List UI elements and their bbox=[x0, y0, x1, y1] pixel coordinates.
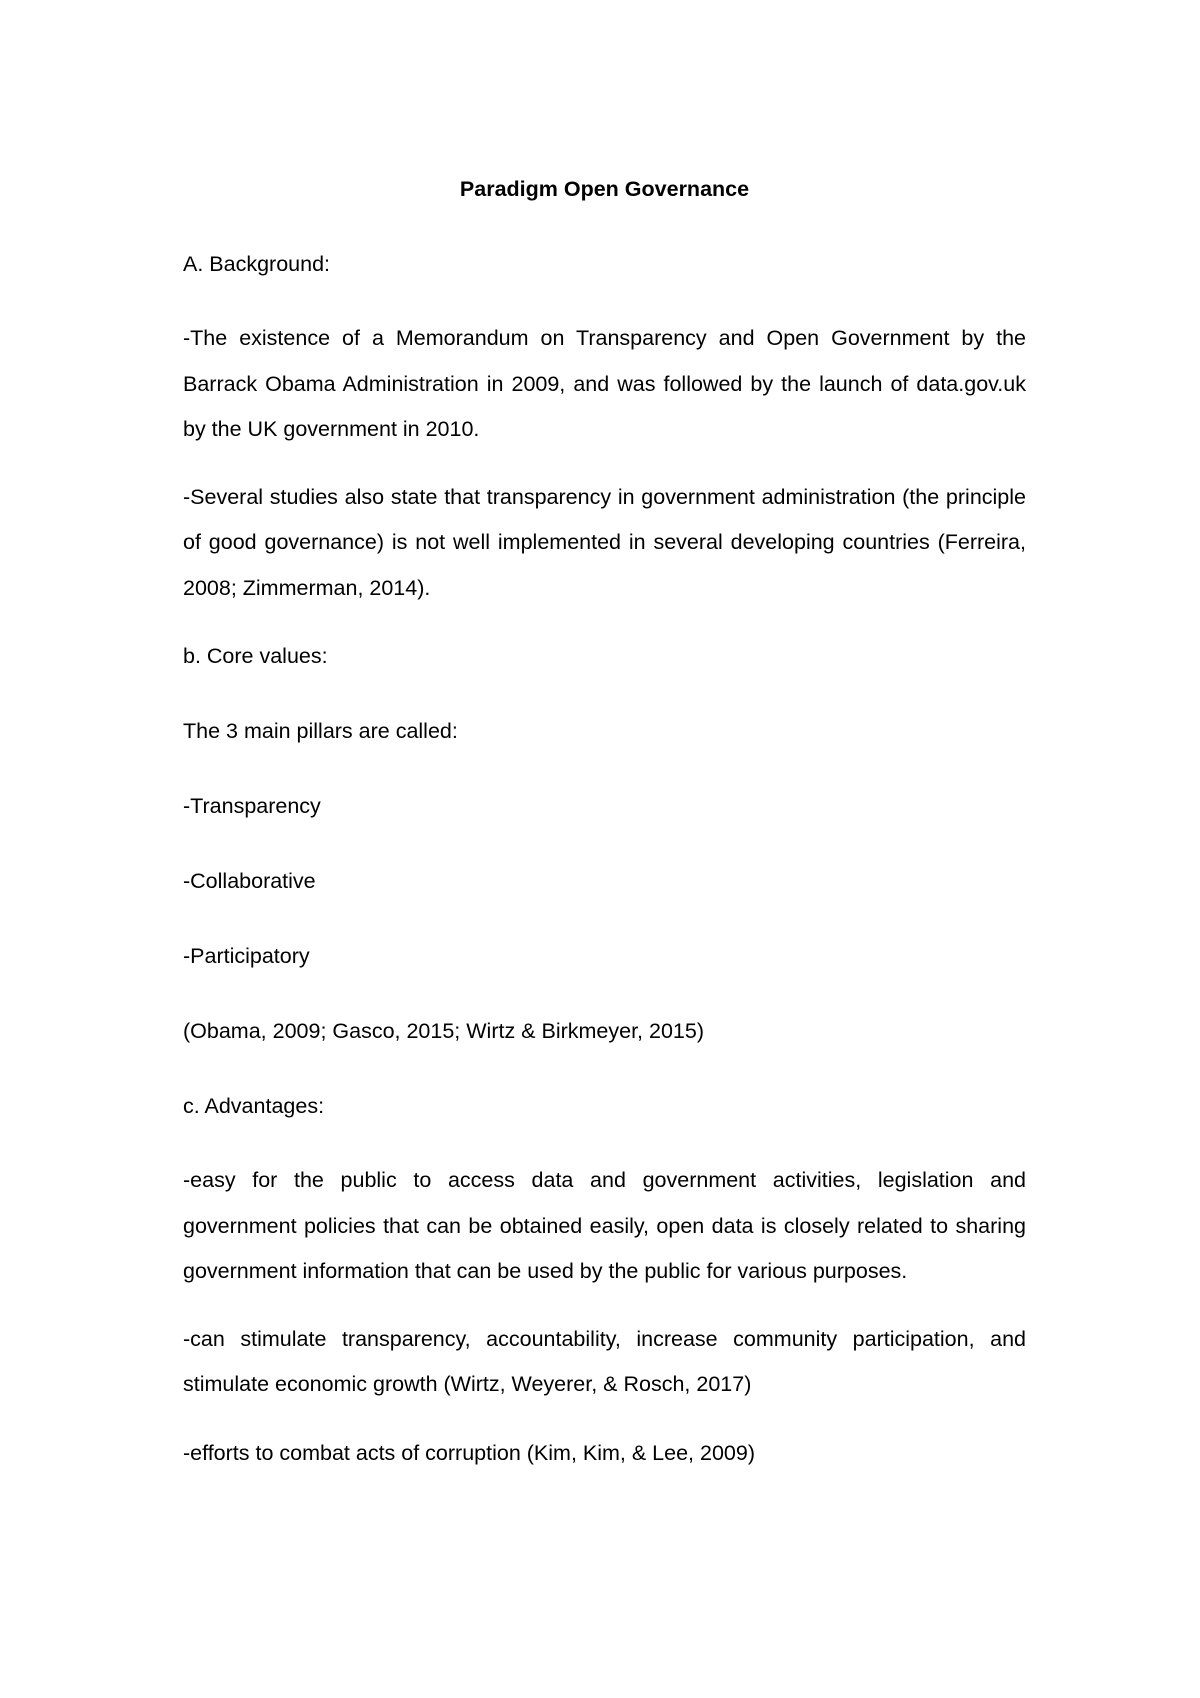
section-c-paragraph-2: -can stimulate transparency, accountability, increase community participation, and stimulate economic growth (Wirtz, Weyerer, & Rosch, 2017) bbox=[183, 1326, 1026, 1396]
section-c-heading: c. Advantages: bbox=[183, 1094, 325, 1118]
pillar-item: -Transparency bbox=[183, 794, 321, 818]
section-a-paragraph-1: -The existence of a Memorandum on Transparency and Open Government by the Barrack Obama Administration in 2009, and was followed by the launch of data.gov.uk by the UK government in 2010. bbox=[183, 326, 1026, 441]
section-c-last-line: -efforts to combat acts of corruption (Kim, Kim, & Lee, 2009) bbox=[183, 1440, 755, 1465]
document-body bbox=[183, 174, 1026, 1513]
section-b-heading: b. Core values: bbox=[183, 644, 328, 668]
section-b-intro: The 3 main pillars are called: bbox=[183, 719, 458, 743]
section-c-paragraph-1: -easy for the public to access data and government activities, legislation and government policies that can be obtained easily, open data is closely related to sharing government information that can be used by the public for various purposes. bbox=[183, 1168, 1026, 1283]
document-title: Paradigm Open Governance bbox=[459, 177, 750, 201]
section-a-heading: A. Background: bbox=[183, 252, 331, 276]
pillar-item: -Collaborative bbox=[183, 869, 316, 893]
section-b-citation: (Obama, 2009; Gasco, 2015; Wirtz & Birkmeyer, 2015) bbox=[183, 1019, 704, 1043]
section-a-paragraph-2: -Several studies also state that transparency in government administration (the principle of good governance) is not well implemented in several developing countries (Ferreira, 2008; Zimmerman, 2014). bbox=[183, 484, 1026, 600]
pillar-item: -Participatory bbox=[183, 944, 310, 968]
